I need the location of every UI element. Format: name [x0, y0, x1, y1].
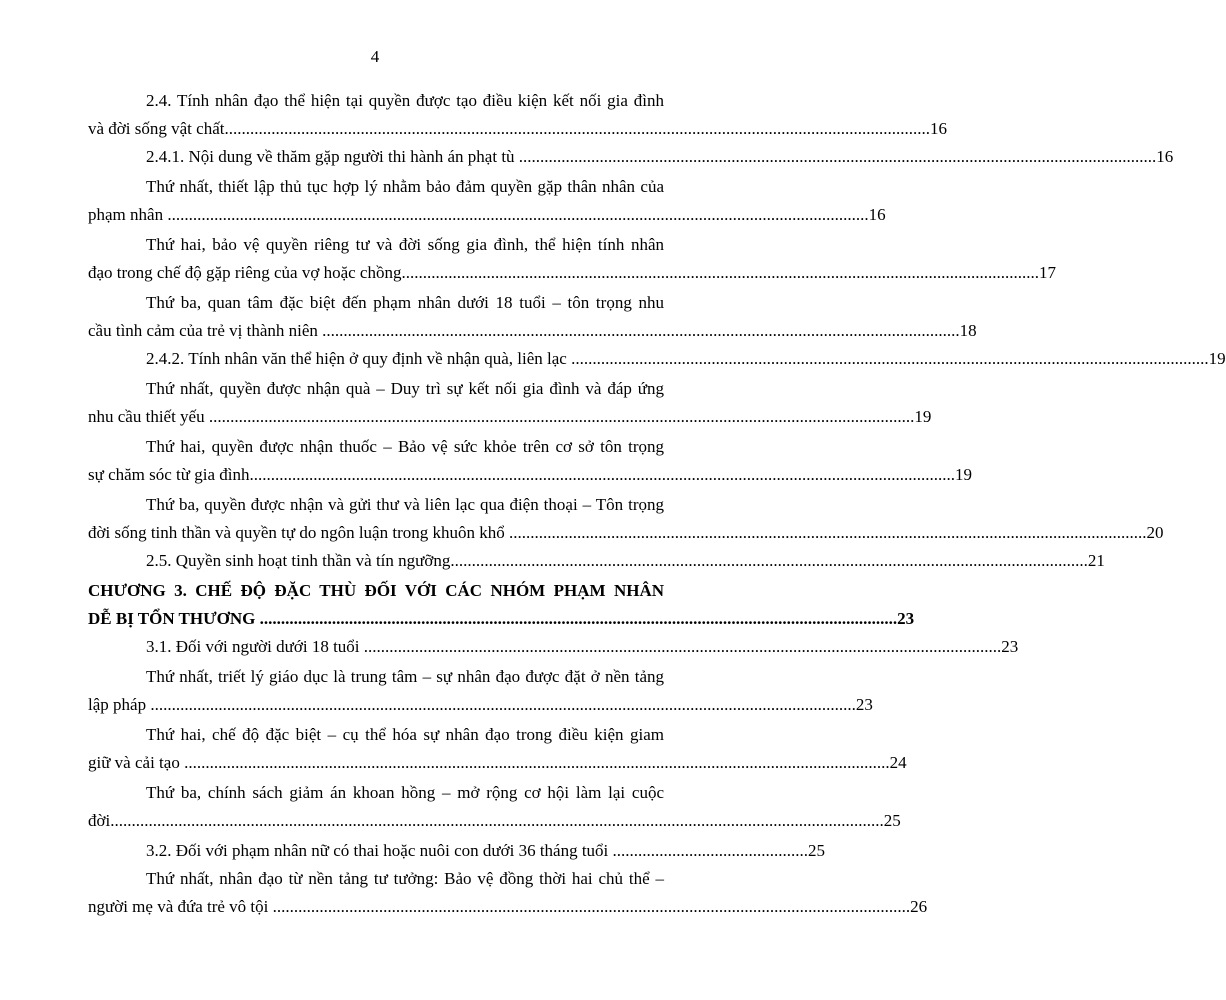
- toc-entry-text: DỄ BỊ TỔN THƯƠNG: [88, 609, 256, 628]
- toc-page-number: 16: [868, 205, 886, 224]
- toc-entry-line[interactable]: Thứ nhất, quyền được nhận quà – Duy trì sự kết nối gia đình và đáp ứng: [146, 379, 664, 398]
- toc-leader-dots: ......................................................................................................................................................................................: [110, 811, 884, 830]
- toc-page-number: 16: [929, 119, 947, 138]
- toc-page-number: 16: [1156, 147, 1174, 166]
- toc-entry-line[interactable]: [88, 262, 1056, 284]
- toc-entry-text: 3.1. Đối với người dưới 18 tuổi: [146, 637, 360, 656]
- toc-leader-dots: ......................................................................................................................................................: [359, 637, 1002, 656]
- toc-page-number: 19: [954, 465, 972, 484]
- toc-leader-dots: ......................................................................................................................................................: [268, 897, 911, 916]
- toc-entry-line[interactable]: Thứ ba, quyền được nhận và gửi thư và liên lạc qua điện thoại – Tôn trọng: [146, 495, 664, 514]
- toc-entry-2-4-1[interactable]: [88, 146, 1174, 168]
- toc-entry-text: giữ và cải tạo: [88, 753, 180, 772]
- toc-leader-dots: ......................................................................................................................................................: [401, 263, 1039, 282]
- toc-entry-text: người mẹ và đứa trẻ vô tội: [88, 897, 269, 916]
- toc-leader-dots: .....................................................................................................................................................................: [163, 205, 869, 224]
- toc-leader-dots: ..............................................: [608, 841, 809, 860]
- toc-page-number: 19: [1208, 349, 1226, 368]
- toc-page-number: 26: [910, 897, 928, 916]
- toc-entry-text: sự chăm sóc từ gia đình: [88, 465, 250, 484]
- toc-entry-line[interactable]: [88, 320, 977, 342]
- toc-leader-dots: ......................................................................................................................................................................: [179, 753, 890, 772]
- toc-entry-line[interactable]: [88, 752, 907, 774]
- toc-entry-line[interactable]: Thứ ba, chính sách giảm án khoan hồng – mở rộng cơ hội làm lại cuộc: [146, 783, 664, 802]
- toc-entry-line[interactable]: [88, 694, 873, 716]
- toc-entry-text: lập pháp: [88, 695, 147, 714]
- toc-entry-line[interactable]: Thứ nhất, nhân đạo từ nền tảng tư tưởng: Bảo vệ đồng thời hai chủ thể –: [146, 869, 664, 888]
- toc-chapter-3-line2[interactable]: [88, 608, 915, 630]
- toc-page-number: 21: [1087, 551, 1105, 570]
- toc-leader-dots: ......................................................................................................................................................................: [224, 119, 930, 138]
- toc-entry-text: 2.4.1. Nội dung về thăm gặp người thi hành án phạt tù: [146, 147, 515, 166]
- toc-leader-dots: ......................................................................................................................................................: [255, 609, 898, 628]
- toc-entry-line[interactable]: Thứ hai, chế độ đặc biệt – cụ thể hóa sự nhân đạo trong điều kiện giam: [146, 725, 664, 744]
- toc-entry-line[interactable]: Thứ hai, quyền được nhận thuốc – Bảo vệ sức khỏe trên cơ sở tôn trọng: [146, 437, 664, 456]
- toc-entry-line[interactable]: [88, 896, 928, 918]
- toc-leader-dots: ......................................................................................................................................................................: [249, 465, 955, 484]
- toc-entry-text: đời sống tinh thần và quyền tự do ngôn luận trong khuôn khổ: [88, 523, 505, 542]
- toc-leader-dots: ......................................................................................................................................................................: [146, 695, 856, 714]
- toc-page-number: 17: [1038, 263, 1056, 282]
- toc-entry-line[interactable]: [88, 464, 972, 486]
- toc-entry-2-4-line2[interactable]: [88, 118, 947, 140]
- page-number: 4: [370, 47, 380, 66]
- toc-entry-text: phạm nhân: [88, 205, 164, 224]
- toc-page-number: 25: [808, 841, 826, 860]
- toc-entry-2-4-line1[interactable]: 2.4. Tính nhân đạo thể hiện tại quyền được tạo điều kiện kết nối gia đình: [146, 91, 664, 110]
- toc-entry-line[interactable]: [88, 522, 1164, 544]
- toc-entry-line[interactable]: Thứ ba, quan tâm đặc biệt đến phạm nhân dưới 18 tuổi – tôn trọng nhu: [146, 293, 664, 312]
- toc-page-number: 20: [1146, 523, 1164, 542]
- toc-leader-dots: ......................................................................................................................................................: [450, 551, 1088, 570]
- toc-page-number: 23: [855, 695, 873, 714]
- toc-entry-line[interactable]: Thứ nhất, triết lý giáo dục là trung tâm – sự nhân đạo được đặt ở nền tảng: [146, 667, 664, 686]
- toc-page-number: 25: [883, 811, 901, 830]
- toc-entry-3-2[interactable]: [88, 840, 826, 862]
- toc-entry-text: 3.2. Đối với phạm nhân nữ có thai hoặc nuôi con dưới 36 tháng tuổi: [146, 841, 609, 860]
- toc-entry-text: và đời sống vật chất: [88, 119, 225, 138]
- toc-entry-line[interactable]: [88, 406, 932, 428]
- toc-entry-text: nhu cầu thiết yếu: [88, 407, 205, 426]
- toc-entry-text: đạo trong chế độ gặp riêng của vợ hoặc chồng: [88, 263, 402, 282]
- toc-leader-dots: ......................................................................................................................................................: [504, 523, 1147, 542]
- toc-entry-2-4-2[interactable]: [88, 348, 1226, 370]
- toc-page-number: 24: [889, 753, 907, 772]
- toc-entry-text: 2.5. Quyền sinh hoạt tinh thần và tín ngưỡng: [146, 551, 451, 570]
- toc-entry-text: cầu tình cảm của trẻ vị thành niên: [88, 321, 318, 340]
- toc-page-number: 23: [897, 609, 915, 628]
- toc-entry-line[interactable]: [88, 204, 886, 226]
- toc-entry-text: đời: [88, 811, 111, 830]
- toc-leader-dots: ......................................................................................................................................................: [514, 147, 1157, 166]
- toc-leader-dots: ......................................................................................................................................................: [566, 349, 1209, 368]
- toc-page-number: 19: [914, 407, 932, 426]
- toc-leader-dots: ......................................................................................................................................................: [317, 321, 960, 340]
- toc-entry-line[interactable]: Thứ nhất, thiết lập thủ tục hợp lý nhằm bảo đảm quyền gặp thân nhân của: [146, 177, 664, 196]
- toc-page-number: 18: [959, 321, 977, 340]
- toc-entry-3-1[interactable]: [88, 636, 1019, 658]
- toc-leader-dots: ......................................................................................................................................................................: [204, 407, 915, 426]
- toc-entry-line[interactable]: [88, 810, 901, 832]
- toc-entry-line[interactable]: Thứ hai, bảo vệ quyền riêng tư và đời sống gia đình, thể hiện tính nhân: [146, 235, 664, 254]
- toc-entry-2-5[interactable]: [88, 550, 1105, 572]
- toc-entry-text: 2.4.2. Tính nhân văn thể hiện ở quy định về nhận quà, liên lạc: [146, 349, 567, 368]
- toc-chapter-3-line1[interactable]: CHƯƠNG 3. CHẾ ĐỘ ĐẶC THÙ ĐỐI VỚI CÁC NHÓM PHẠM NHÂN: [88, 581, 664, 600]
- toc-page-number: 23: [1001, 637, 1019, 656]
